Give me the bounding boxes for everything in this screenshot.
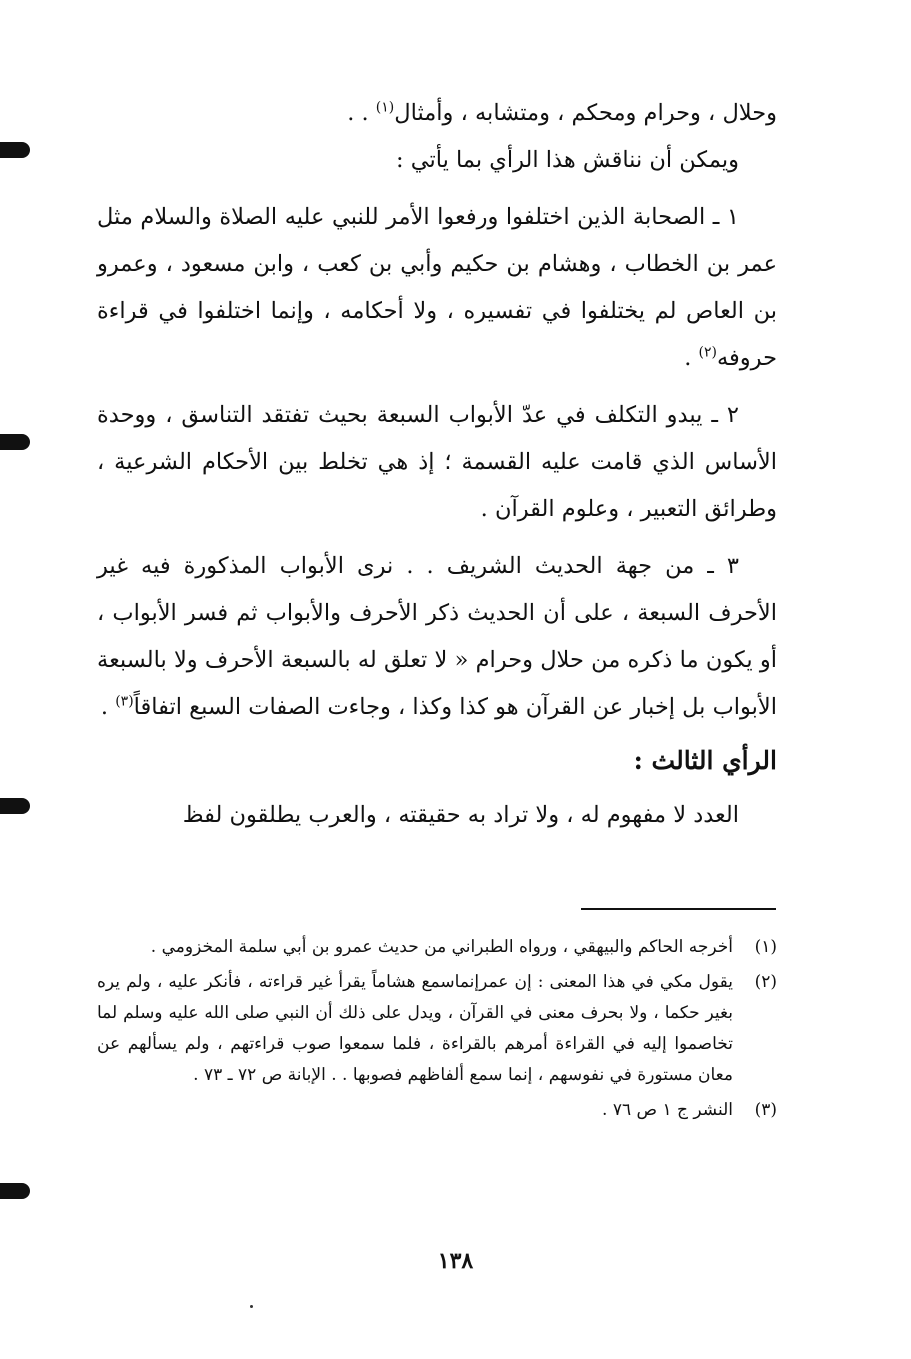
page-number: ١٣٨	[437, 1248, 474, 1274]
paragraph-2: ويمكن أن نناقش هذا الرأي بما يأتي :	[395, 147, 739, 173]
scan-edge-mark	[0, 142, 30, 158]
scan-edge-mark	[0, 434, 30, 450]
footnote-number: (١)	[754, 937, 777, 957]
scan-edge-mark	[0, 798, 30, 814]
section-heading: الرأي الثالث :	[633, 746, 777, 775]
footnote-ref[interactable]: (١)	[375, 99, 395, 116]
paragraph-6: العدد لا مفهوم له ، ولا تراد به حقيقته ، والعرب يطلقون لفظ	[182, 802, 739, 828]
scan-speck	[250, 1305, 253, 1308]
footnote-separator	[581, 908, 776, 910]
paragraph-5: ٣ ـ من جهة الحديث الشريف . . نرى الأبواب المذكورة فيه غير الأحرف السبعة ، على أن الحديث ذكر الأحرف والأبواب ثم فسر الأبواب ، أو يكون ما ذكره من حلال وحرام « لا تعلق له بالسبعة الأحرف ولا بالسبعة الأبواب بل إخبار عن القرآن هو كذا وكذا ، وجاءت الصفات السبع اتفاقاً$^{(٣)}$ .	[97, 553, 777, 720]
footnote-ref[interactable]: (٣)	[115, 693, 134, 710]
paragraph-1: وحلال ، وحرام ومحكم ، ومتشابه ، وأمثال$^{(١)}$ . .	[347, 99, 777, 126]
footnote-2	[97, 967, 777, 1091]
footnote-number: (٣)	[754, 1100, 777, 1120]
footnote-1	[97, 932, 777, 963]
footnote-ref[interactable]: (٢)	[698, 344, 717, 361]
footnote-3	[97, 1095, 777, 1126]
footnote-number: (٢)	[754, 972, 777, 992]
paragraph-4: ٢ ـ يبدو التكلف في عدّ الأبواب السبعة بحيث تفتقد التناسق ، ووحدة الأساس الذي قامت عليه القسمة ؛ إذ هي تخلط بين الأحكام الشرعية ، وطرائق التعبير ، وعلوم القرآن .	[97, 402, 777, 522]
footnote-text: يقول مكي في هذا المعنى : إن عمرإنماسمع هشاماً يقرأ غير قراءته ، فأنكر عليه ، ولم يره بغير حكما ، ولا بحرف معنى في القرآن ، ويدل على ذلك أن النبي صلى الله عليه وسلم لما تخاصموا إليه في القراءة أمرهم بالقراءة ، فلما سمعوا صوب قراءتهم ، ولم يسألهم عن معان مستورة في نفوسهم ، إنما سمع ألفاظهم فصوبها . . الإبانة ص ٧٢ ـ ٧٣ .	[97, 972, 733, 1085]
paragraph-3: ١ ـ الصحابة الذين اختلفوا ورفعوا الأمر للنبي عليه الصلاة والسلام مثل عمر بن الخطاب ، وهشام بن حكيم وأبي بن كعب ، وابن مسعود ، وعمرو بن العاص لم يختلفوا في تفسيره ، ولا أحكامه ، وإنما اختلفوا في قراءة حروفه$^{(٢)}$ .	[97, 204, 777, 371]
scan-edge-mark	[0, 1183, 30, 1199]
main-text	[97, 90, 777, 839]
footnote-text: أخرجه الحاكم والبيهقي ، ورواه الطبراني من حديث عمرو بن أبي سلمة المخزومي .	[150, 937, 733, 957]
footnotes	[97, 932, 777, 1130]
footnote-text: النشر ج ١ ص ٧٦ .	[602, 1100, 733, 1120]
